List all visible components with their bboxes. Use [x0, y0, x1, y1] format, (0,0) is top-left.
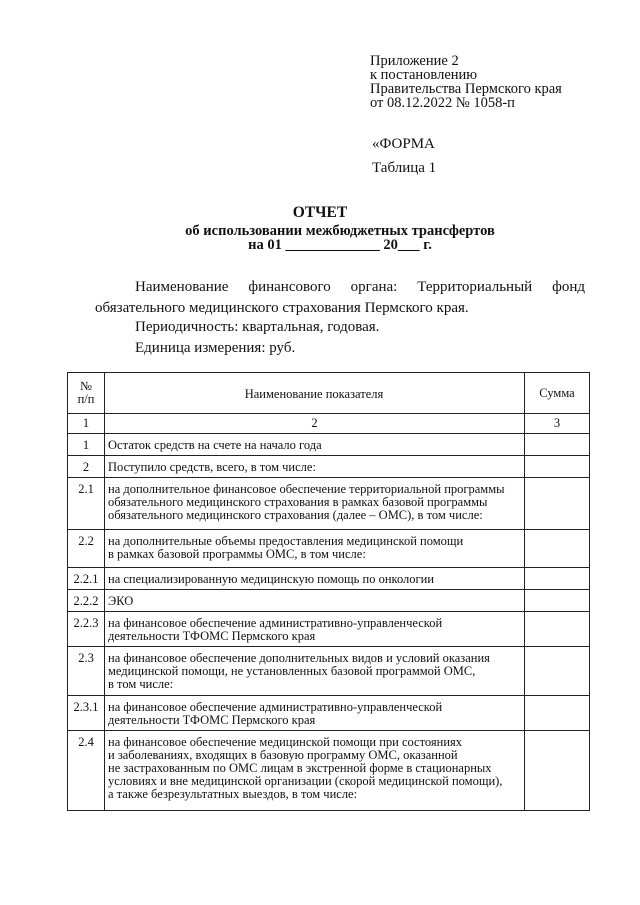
table-row: [68, 590, 590, 612]
table-header-row: [68, 373, 590, 414]
row-sum-cell[interactable]: [525, 456, 590, 478]
appendix-line-4: от 08.12.2022 № 1058-п: [370, 95, 515, 111]
report-subtitle: [0, 224, 640, 252]
table-row: [68, 568, 590, 590]
numbering-name: 2: [105, 414, 525, 434]
row-sum-cell[interactable]: [525, 696, 590, 731]
table-row: [68, 530, 590, 568]
row-number: 2.2.2: [68, 590, 105, 612]
row-number: 2.2: [68, 530, 105, 568]
financial-organ-text: Наименование финансового органа: Территориальный фонд обязательного медицинского страхования Пермского края.: [95, 279, 585, 316]
row-number: 2.1: [68, 478, 105, 530]
row-number: 2.3: [68, 647, 105, 696]
unit-text: Единица измерения: руб.: [135, 340, 296, 356]
row-number: 2.3.1: [68, 696, 105, 731]
row-indicator-name: на финансовое обеспечение медицинской помощи при состояниях и заболеваниях, входящих в базовую программу ОМС, оказанной не застрахованным по ОМС лицам в экстренной форме в стационарных условиях и вне медицинской организации (скорой медицинской помощи), а также безрезультатных выездов, в том числе:: [105, 731, 525, 811]
row-indicator-name: на дополнительные объемы предоставления медицинской помощи в рамках базовой программы ОМС, в том числе:: [105, 530, 525, 568]
table-row: [68, 696, 590, 731]
row-sum-cell[interactable]: [525, 612, 590, 647]
row-number: 2.4: [68, 731, 105, 811]
table-label: Таблица 1: [372, 160, 437, 176]
row-indicator-name: на специализированную медицинскую помощь по онкологии: [105, 568, 525, 590]
row-indicator-name: Остаток средств на счете на начало года: [105, 434, 525, 456]
row-number: 2.2.1: [68, 568, 105, 590]
periodicity-text: Периодичность: квартальная, годовая.: [135, 319, 380, 335]
row-sum-cell[interactable]: [525, 731, 590, 811]
table-row: [68, 478, 590, 530]
row-indicator-name: на финансовое обеспечение дополнительных видов и условий оказания медицинской помощи, не установленных базовой программой ОМС, в том числе:: [105, 647, 525, 696]
appendix-line-1: Приложение 2: [370, 53, 459, 69]
form-label: «ФОРМА: [372, 136, 435, 152]
row-indicator-name: на дополнительное финансовое обеспечение территориальной программы обязательного медицинского страхования в рамках базовой программы обязательного медицинского страхования (далее – ОМС), в том числе:: [105, 478, 525, 530]
table-row: [68, 456, 590, 478]
numbering-num: 1: [68, 414, 105, 434]
report-table: [67, 372, 590, 811]
table-row: [68, 434, 590, 456]
appendix-line-2: к постановлению: [370, 67, 478, 83]
report-subtitle-line-1: об использовании межбюджетных трансфертов: [185, 223, 495, 239]
table-row: [68, 731, 590, 811]
row-number: 2: [68, 456, 105, 478]
numbering-sum: 3: [525, 414, 590, 434]
row-indicator-name: на финансовое обеспечение административно-управленческой деятельности ТФОМС Пермского края: [105, 696, 525, 731]
row-indicator-name: ЭКО: [105, 590, 525, 612]
row-indicator-name: Поступило средств, всего, в том числе:: [105, 456, 525, 478]
row-sum-cell[interactable]: [525, 647, 590, 696]
row-sum-cell[interactable]: [525, 590, 590, 612]
table-row: [68, 612, 590, 647]
table-row: [68, 647, 590, 696]
header-num: № п/п: [68, 373, 105, 414]
report-subtitle-line-2: на 01 _____________ 20___ г.: [248, 237, 432, 253]
row-indicator-name: на финансовое обеспечение административно-управленческой деятельности ТФОМС Пермского края: [105, 612, 525, 647]
header-name: Наименование показателя: [105, 373, 525, 414]
row-number: 1: [68, 434, 105, 456]
row-sum-cell[interactable]: [525, 530, 590, 568]
row-sum-cell[interactable]: [525, 478, 590, 530]
report-title: ОТЧЕТ: [292, 204, 348, 221]
appendix-line-3: Правительства Пермского края: [370, 81, 562, 97]
table-numbering-row: [68, 414, 590, 434]
appendix-block: [370, 54, 562, 110]
row-sum-cell[interactable]: [525, 434, 590, 456]
row-sum-cell[interactable]: [525, 568, 590, 590]
header-sum: Сумма: [525, 373, 590, 414]
row-number: 2.2.3: [68, 612, 105, 647]
